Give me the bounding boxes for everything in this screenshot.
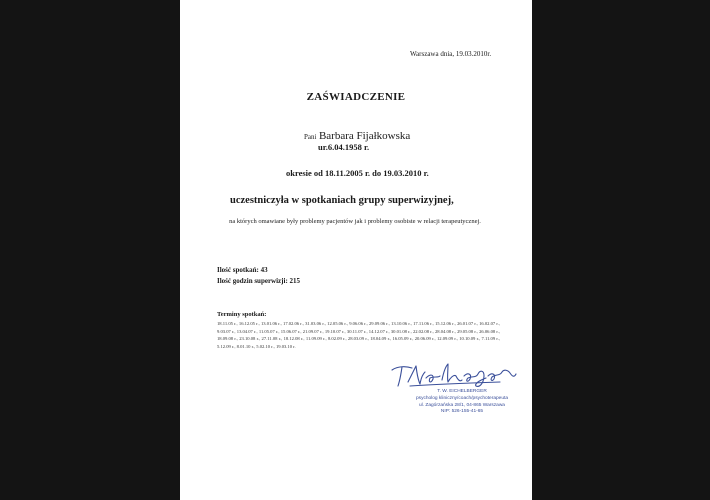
certificate-page bbox=[180, 0, 532, 500]
stamp-line: NIP: 526-155-41-65 bbox=[440, 409, 484, 415]
handwritten-signature bbox=[388, 360, 518, 390]
description: na których omawiane były problemy pacjentów jak i problemy osobiste w relacji terapeutycznej. bbox=[229, 218, 481, 225]
supervision-hours: Ilość godzin superwizji: 215 bbox=[217, 277, 301, 285]
salutation: Pani bbox=[304, 133, 317, 141]
stamp bbox=[392, 389, 532, 416]
stamp-line: psycholog kliniczny/coach/psychoterapeuta bbox=[416, 395, 508, 401]
document-title: ZAŚWIADCZENIE bbox=[306, 91, 406, 103]
terms-list: 18.11.05 r., 16.12.05 r., 13.01.06 r., 17.02.06 r., 31.03.06 r., 12.05.06 r., 9.06.06 r., 29.09.06 r., 13.10.06 r., 17.11.06 r., 15.12.06 r., 26.01.07 r., 16.02.07 r., 9.03.07 r., 13.04.07 r., 11.05.07 r., 15.06.07 r., 21.09.07 r., 19.10.07 r., 30.11.07 r., 14.12.07 r., 30.01.08 r., 22.02.08 r., 28.04.08 r., 29.05.08 r., 26.06.08 r., 18.09.08 r., 23.10.08 r., 27.11.08 r., 18.12.08 r., 11.09.09 r., 8.02.09 r., 28.03.09 r., 18.04.09 r., 16.05.09 r., 20.06.09 r., 12.09.09 r., 10.10.09 r., 7.11.09 r., 5.12.09 r., 8.01.10 r., 5.02.10 r., 19.03.10 r. bbox=[217, 321, 500, 349]
meetings-count: Ilość spotkań: 43 bbox=[217, 266, 268, 274]
date-line: Warszawa dnia, 19.03.2010r. bbox=[410, 50, 492, 58]
terms-label: Terminy spotkań: bbox=[217, 311, 267, 318]
period-text: okresie od 18.11.2005 r. do 19.03.2010 r. bbox=[286, 168, 429, 178]
stamp-line: ul. Zagórzańska 28/1, 04-865 Warszawa bbox=[419, 402, 505, 408]
headline: uczestniczyła w spotkaniach grupy superwizyjnej, bbox=[230, 195, 454, 206]
recipient-line bbox=[304, 130, 410, 142]
birth-date: ur.6.04.1958 r. bbox=[318, 142, 370, 152]
person-name: Barbara Fijałkowska bbox=[318, 130, 411, 142]
stamp-line: T. W. EICHELBERGER bbox=[437, 389, 487, 394]
